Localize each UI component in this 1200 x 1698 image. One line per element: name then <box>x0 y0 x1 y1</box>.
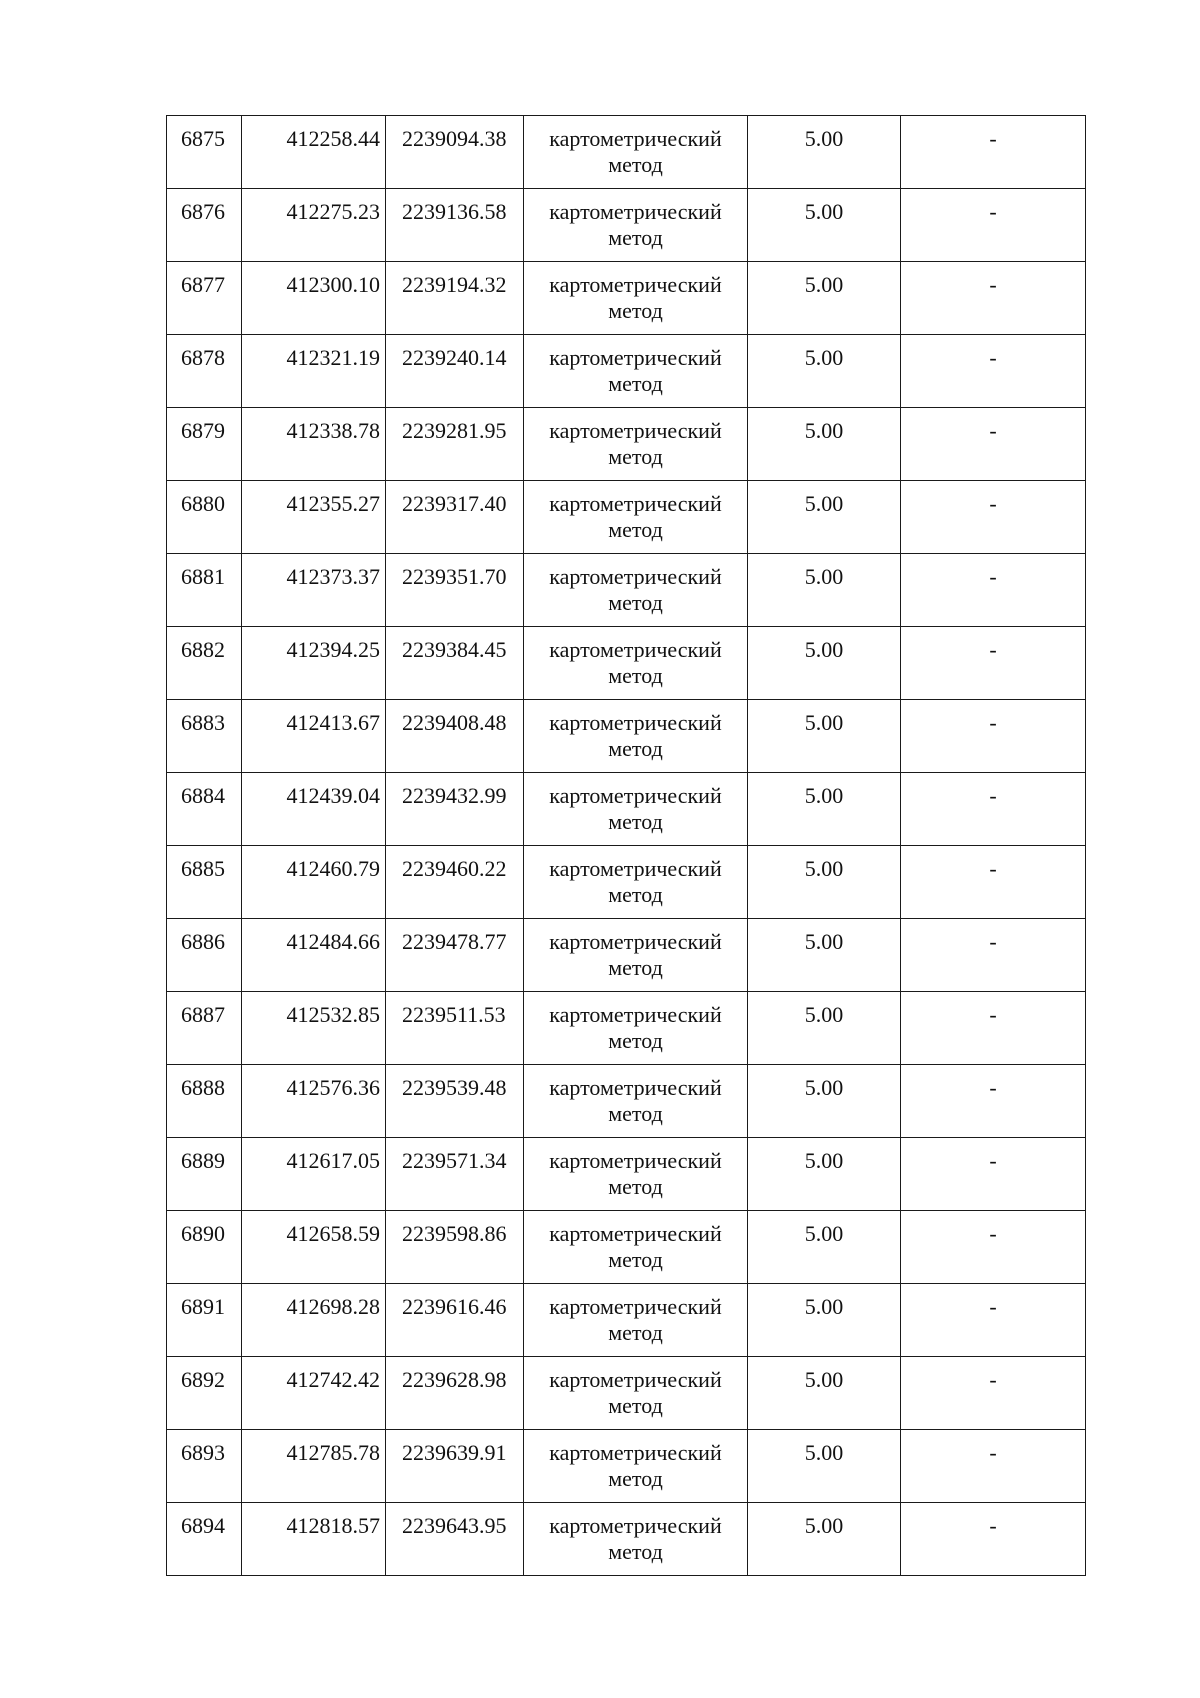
precision-cell: 5.00 <box>748 919 901 992</box>
table-row <box>167 992 1086 1065</box>
table-row <box>167 408 1086 481</box>
x-coordinate-cell: 412785.78 <box>242 1430 386 1503</box>
x-coordinate-cell: 412484.66 <box>242 919 386 992</box>
precision-cell: 5.00 <box>748 1138 901 1211</box>
x-coordinate-cell: 412413.67 <box>242 700 386 773</box>
method-text: метод <box>608 809 663 834</box>
y-coordinate-cell: 2239432.99 <box>386 773 524 846</box>
method-text: картометрический <box>549 710 722 735</box>
method-cell <box>524 846 748 919</box>
y-coordinate-cell: 2239478.77 <box>386 919 524 992</box>
table-row <box>167 1430 1086 1503</box>
point-number-cell: 6876 <box>167 189 242 262</box>
point-number-cell: 6879 <box>167 408 242 481</box>
precision-cell: 5.00 <box>748 189 901 262</box>
method-text: картометрический <box>549 929 722 954</box>
point-number-cell: 6889 <box>167 1138 242 1211</box>
table-row <box>167 481 1086 554</box>
precision-cell: 5.00 <box>748 700 901 773</box>
method-cell <box>524 992 748 1065</box>
point-number-cell: 6881 <box>167 554 242 627</box>
method-text: картометрический <box>549 418 722 443</box>
point-number-cell: 6891 <box>167 1284 242 1357</box>
method-text: картометрический <box>549 272 722 297</box>
extra-cell: - <box>901 1357 1086 1430</box>
precision-cell: 5.00 <box>748 262 901 335</box>
method-text: картометрический <box>549 1294 722 1319</box>
point-number-cell: 6883 <box>167 700 242 773</box>
extra-cell: - <box>901 262 1086 335</box>
precision-cell: 5.00 <box>748 1430 901 1503</box>
extra-cell: - <box>901 554 1086 627</box>
table-row <box>167 554 1086 627</box>
extra-cell: - <box>901 627 1086 700</box>
method-cell <box>524 554 748 627</box>
method-text: метод <box>608 1101 663 1126</box>
method-text: картометрический <box>549 126 722 151</box>
y-coordinate-cell: 2239571.34 <box>386 1138 524 1211</box>
y-coordinate-cell: 2239281.95 <box>386 408 524 481</box>
y-coordinate-cell: 2239351.70 <box>386 554 524 627</box>
precision-cell: 5.00 <box>748 335 901 408</box>
table-row <box>167 1357 1086 1430</box>
x-coordinate-cell: 412818.57 <box>242 1503 386 1576</box>
table-row <box>167 773 1086 846</box>
y-coordinate-cell: 2239240.14 <box>386 335 524 408</box>
table-row <box>167 335 1086 408</box>
table-row <box>167 700 1086 773</box>
x-coordinate-cell: 412275.23 <box>242 189 386 262</box>
point-number-cell: 6882 <box>167 627 242 700</box>
method-cell <box>524 1138 748 1211</box>
extra-cell: - <box>901 481 1086 554</box>
point-number-cell: 6894 <box>167 1503 242 1576</box>
method-cell <box>524 1211 748 1284</box>
method-text: метод <box>608 736 663 761</box>
method-text: картометрический <box>549 199 722 224</box>
method-cell <box>524 1357 748 1430</box>
coordinates-table-body <box>167 116 1086 1576</box>
x-coordinate-cell: 412439.04 <box>242 773 386 846</box>
table-row <box>167 262 1086 335</box>
x-coordinate-cell: 412338.78 <box>242 408 386 481</box>
method-text: метод <box>608 590 663 615</box>
point-number-cell: 6890 <box>167 1211 242 1284</box>
method-cell <box>524 1065 748 1138</box>
precision-cell: 5.00 <box>748 481 901 554</box>
y-coordinate-cell: 2239643.95 <box>386 1503 524 1576</box>
x-coordinate-cell: 412321.19 <box>242 335 386 408</box>
method-cell <box>524 627 748 700</box>
method-text: метод <box>608 444 663 469</box>
method-cell <box>524 919 748 992</box>
y-coordinate-cell: 2239616.46 <box>386 1284 524 1357</box>
point-number-cell: 6884 <box>167 773 242 846</box>
table-row <box>167 846 1086 919</box>
x-coordinate-cell: 412617.05 <box>242 1138 386 1211</box>
method-cell <box>524 189 748 262</box>
method-cell <box>524 1503 748 1576</box>
method-cell <box>524 1430 748 1503</box>
method-text: картометрический <box>549 1148 722 1173</box>
extra-cell: - <box>901 1284 1086 1357</box>
y-coordinate-cell: 2239094.38 <box>386 116 524 189</box>
method-text: метод <box>608 1320 663 1345</box>
method-text: метод <box>608 1466 663 1491</box>
y-coordinate-cell: 2239317.40 <box>386 481 524 554</box>
method-text: метод <box>608 298 663 323</box>
extra-cell: - <box>901 116 1086 189</box>
method-text: картометрический <box>549 564 722 589</box>
method-text: картометрический <box>549 783 722 808</box>
method-cell <box>524 335 748 408</box>
method-text: картометрический <box>549 345 722 370</box>
table-row <box>167 1211 1086 1284</box>
x-coordinate-cell: 412576.36 <box>242 1065 386 1138</box>
method-text: метод <box>608 1028 663 1053</box>
coordinates-table <box>166 115 1086 1576</box>
y-coordinate-cell: 2239539.48 <box>386 1065 524 1138</box>
table-row <box>167 627 1086 700</box>
method-text: метод <box>608 1174 663 1199</box>
table-row <box>167 116 1086 189</box>
x-coordinate-cell: 412532.85 <box>242 992 386 1065</box>
point-number-cell: 6893 <box>167 1430 242 1503</box>
y-coordinate-cell: 2239136.58 <box>386 189 524 262</box>
point-number-cell: 6880 <box>167 481 242 554</box>
method-text: картометрический <box>549 1075 722 1100</box>
method-text: картометрический <box>549 1221 722 1246</box>
method-cell <box>524 116 748 189</box>
x-coordinate-cell: 412394.25 <box>242 627 386 700</box>
extra-cell: - <box>901 846 1086 919</box>
extra-cell: - <box>901 1138 1086 1211</box>
method-text: метод <box>608 1539 663 1564</box>
y-coordinate-cell: 2239460.22 <box>386 846 524 919</box>
method-text: картометрический <box>549 1513 722 1538</box>
y-coordinate-cell: 2239511.53 <box>386 992 524 1065</box>
method-text: метод <box>608 517 663 542</box>
x-coordinate-cell: 412742.42 <box>242 1357 386 1430</box>
precision-cell: 5.00 <box>748 408 901 481</box>
extra-cell: - <box>901 1065 1086 1138</box>
extra-cell: - <box>901 1430 1086 1503</box>
extra-cell: - <box>901 992 1086 1065</box>
method-cell <box>524 481 748 554</box>
method-text: метод <box>608 1247 663 1272</box>
extra-cell: - <box>901 700 1086 773</box>
precision-cell: 5.00 <box>748 627 901 700</box>
table-row <box>167 1503 1086 1576</box>
point-number-cell: 6892 <box>167 1357 242 1430</box>
y-coordinate-cell: 2239194.32 <box>386 262 524 335</box>
extra-cell: - <box>901 335 1086 408</box>
method-text: метод <box>608 225 663 250</box>
point-number-cell: 6885 <box>167 846 242 919</box>
point-number-cell: 6887 <box>167 992 242 1065</box>
precision-cell: 5.00 <box>748 773 901 846</box>
table-row <box>167 1138 1086 1211</box>
x-coordinate-cell: 412300.10 <box>242 262 386 335</box>
point-number-cell: 6888 <box>167 1065 242 1138</box>
x-coordinate-cell: 412355.27 <box>242 481 386 554</box>
method-text: метод <box>608 882 663 907</box>
precision-cell: 5.00 <box>748 1284 901 1357</box>
precision-cell: 5.00 <box>748 992 901 1065</box>
table-row <box>167 919 1086 992</box>
method-text: картометрический <box>549 491 722 516</box>
table-row <box>167 1065 1086 1138</box>
x-coordinate-cell: 412460.79 <box>242 846 386 919</box>
precision-cell: 5.00 <box>748 554 901 627</box>
x-coordinate-cell: 412258.44 <box>242 116 386 189</box>
method-cell <box>524 700 748 773</box>
y-coordinate-cell: 2239384.45 <box>386 627 524 700</box>
method-text: картометрический <box>549 856 722 881</box>
table-row <box>167 189 1086 262</box>
method-text: метод <box>608 152 663 177</box>
y-coordinate-cell: 2239628.98 <box>386 1357 524 1430</box>
point-number-cell: 6886 <box>167 919 242 992</box>
precision-cell: 5.00 <box>748 1503 901 1576</box>
point-number-cell: 6875 <box>167 116 242 189</box>
method-text: картометрический <box>549 1440 722 1465</box>
method-cell <box>524 408 748 481</box>
x-coordinate-cell: 412698.28 <box>242 1284 386 1357</box>
extra-cell: - <box>901 408 1086 481</box>
method-text: метод <box>608 955 663 980</box>
method-text: метод <box>608 1393 663 1418</box>
precision-cell: 5.00 <box>748 1357 901 1430</box>
extra-cell: - <box>901 773 1086 846</box>
precision-cell: 5.00 <box>748 846 901 919</box>
method-text: картометрический <box>549 1367 722 1392</box>
precision-cell: 5.00 <box>748 116 901 189</box>
extra-cell: - <box>901 1211 1086 1284</box>
precision-cell: 5.00 <box>748 1065 901 1138</box>
method-cell <box>524 1284 748 1357</box>
method-cell <box>524 262 748 335</box>
x-coordinate-cell: 412373.37 <box>242 554 386 627</box>
extra-cell: - <box>901 189 1086 262</box>
table-row <box>167 1284 1086 1357</box>
method-text: картометрический <box>549 1002 722 1027</box>
point-number-cell: 6878 <box>167 335 242 408</box>
method-text: метод <box>608 371 663 396</box>
x-coordinate-cell: 412658.59 <box>242 1211 386 1284</box>
y-coordinate-cell: 2239408.48 <box>386 700 524 773</box>
y-coordinate-cell: 2239598.86 <box>386 1211 524 1284</box>
extra-cell: - <box>901 1503 1086 1576</box>
y-coordinate-cell: 2239639.91 <box>386 1430 524 1503</box>
point-number-cell: 6877 <box>167 262 242 335</box>
extra-cell: - <box>901 919 1086 992</box>
method-text: картометрический <box>549 637 722 662</box>
precision-cell: 5.00 <box>748 1211 901 1284</box>
method-cell <box>524 773 748 846</box>
method-text: метод <box>608 663 663 688</box>
